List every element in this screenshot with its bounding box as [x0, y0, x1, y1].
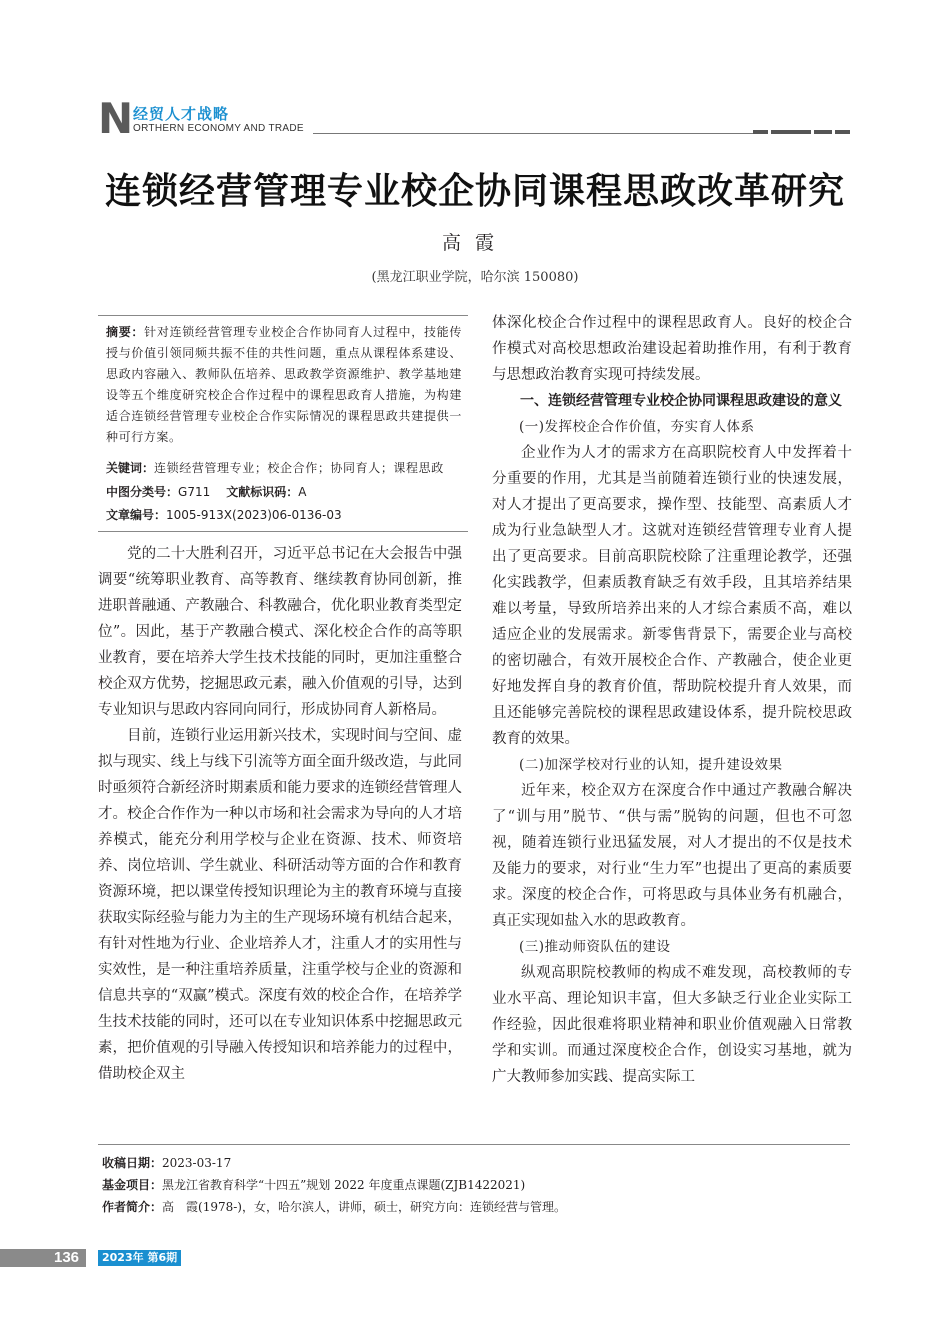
- footnote-bio: [102, 1196, 566, 1218]
- keywords-label: 关键词：: [106, 461, 155, 475]
- received-label: 收稿日期：: [102, 1156, 163, 1170]
- issue-label: 2023年 第6期: [98, 1250, 181, 1266]
- subsection-heading: (三)推动师资队伍的建设: [519, 939, 671, 955]
- bio-label: 作者简介：: [102, 1200, 163, 1214]
- article-no-label: 文章编号：: [106, 508, 167, 522]
- paragraph-continued: 体深化校企合作过程中的课程思政育人。良好的校企合作模式对高校思想政治建设起着助推作用，有利于教育与思想政治教育实现可持续发展。: [492, 315, 852, 383]
- clc-label: 中图分类号：: [106, 485, 179, 499]
- body-left-column: [98, 541, 462, 1087]
- subsection-heading: (一)发挥校企合作价值，夯实育人体系: [519, 419, 755, 435]
- body-right-column: [492, 310, 852, 1090]
- paragraph: 企业作为人才的需求方在高职院校育人中发挥着十分重要的作用，尤其是当前随着连锁行业的快速发展，对人才提出了更高要求，操作型、技能型、高素质人才成为行业急缺型人才。这就对连锁经营管理专业育人提出了更高要求。目前高职院校除了注重理论教学，还强化实践教学，但素质教育缺乏有效手段，且其培养结果难以考量，导致所培养出来的人才综合素质不高，难以适应企业的发展需求。新零售背景下，需要企业与高校的密切融合，有效开展校企合作、产教融合，使企业更好地发挥自身的教育价值，帮助院校提升育人效果，而且还能够完善院校的课程思政建设体系，提升院校思政教育的效果。: [492, 445, 852, 747]
- abstract: [106, 322, 462, 448]
- received-date: 2023-03-17: [162, 1156, 232, 1170]
- article-number-line: [106, 505, 342, 526]
- article-affiliation: (黑龙江职业学院，哈尔滨 150080): [371, 270, 579, 285]
- article-no-value: 1005-913X(2023)06-0136-03: [166, 508, 342, 522]
- header-rule: [313, 130, 850, 134]
- journal-name-en: ORTHERN ECONOMY AND TRADE: [133, 123, 304, 134]
- keywords-line: [106, 458, 444, 479]
- clc-value: G711: [178, 485, 211, 499]
- doc-code-label: 文献标识码：: [226, 485, 299, 499]
- article-author: 高霞: [441, 232, 508, 254]
- doc-code-value: A: [298, 485, 307, 499]
- fund-text: 黑龙江省教育科学“十四五”规划 2022 年度重点课题(ZJB1422021): [162, 1178, 526, 1192]
- footnote-rule: [98, 1144, 850, 1145]
- keywords: 连锁经营管理专业；校企合作；协同育人；课程思政: [154, 461, 444, 475]
- section-heading: 一、连锁经营管理专业校企协同课程思政建设的意义: [520, 393, 842, 409]
- paragraph: 纵观高职院校教师的构成不难发现，高校教师的专业水平高、理论知识丰富，但大多缺乏行业企业实际工作经验，因此很难将职业精神和职业价值观融入日常教学和实训。而通过深度校企合作，创设实习基地，就为广大教师参加实践、提高实际工: [492, 965, 852, 1085]
- article-title: 连锁经营管理专业校企协同课程思政改革研究: [104, 170, 845, 212]
- footnote-received: [102, 1152, 231, 1174]
- page-number: 136: [54, 1249, 80, 1266]
- abstract-label: 摘要：: [106, 325, 145, 339]
- journal-logo-letter: N: [98, 94, 134, 143]
- fund-label: 基金项目：: [102, 1178, 163, 1192]
- footnote-fund: [102, 1174, 525, 1196]
- classification-line: [106, 482, 306, 503]
- subsection-heading: (二)加深学校对行业的认知，提升建设效果: [519, 757, 783, 773]
- paragraph: 目前，连锁行业运用新兴技术，实现时间与空间、虚拟与现实、线上与线下引流等方面全面升级改造，与此同时亟须符合新经济时期素质和能力要求的连锁经营管理人才。校企合作作为一种以市场和社会需求为导向的人才培养模式，能充分利用学校与企业在资源、技术、师资培养、岗位培训、学生就业、科研活动等方面的合作和教育资源环境，把以课堂传授知识理论为主的教育环境与直接获取实际经验与能力为主的生产现场环境有机结合起来，有针对性地为行业、企业培养人才，注重人才的实用性与实效性，是一种注重培养质量，注重学校与企业的资源和信息共享的“双赢”模式。深度有效的校企合作，在培养学生技术技能的同时，还可以在专业知识体系中挖掘思政元素，把价值观的引导融入传授知识和培养能力的过程中，借助校企双主: [98, 728, 462, 1082]
- paragraph: 近年来，校企双方在深度合作中通过产教融合解决了“训与用”脱节、“供与需”脱钩的问题，但也不可忽视，随着连锁行业迅猛发展，对人才提出的不仅是技术及能力的要求，对行业“生力军”也提出了更高的素质要求。深度的校企合作，可将思政与具体业务有机融合，真正实现如盐入水的思政教育。: [492, 783, 852, 929]
- bio-text: 高 霞(1978-)，女，哈尔滨人，讲师，硕士，研究方向：连锁经营与管理。: [162, 1200, 566, 1214]
- abstract-text: 针对连锁经营管理专业校企合作协同育人过程中，技能传授与价值引领同频共振不佳的共性问题，重点从课程体系建设、思政内容融入、教师队伍培养、思政教学资源维护、教学基地建设等五个维度研究校企合作过程中的课程思政育人措施，为构建适合连锁经营管理专业校企合作实际情况的课程思政共建提供一种可行方案。: [106, 325, 462, 444]
- paragraph: 党的二十大胜利召开，习近平总书记在大会报告中强调要“统筹职业教育、高等教育、继续教育协同创新，推进职普融通、产教融合、科教融合，优化职业教育类型定位”。因此，基于产教融合模式、深化校企合作的高等职业教育，要在培养大学生技术技能的同时，更加注重整合校企双方优势，挖掘思政元素，融入价值观的引导，达到专业知识与思政内容同向同行，形成协同育人新格局。: [98, 546, 462, 718]
- journal-name-cn: 经贸人才战略: [133, 105, 230, 123]
